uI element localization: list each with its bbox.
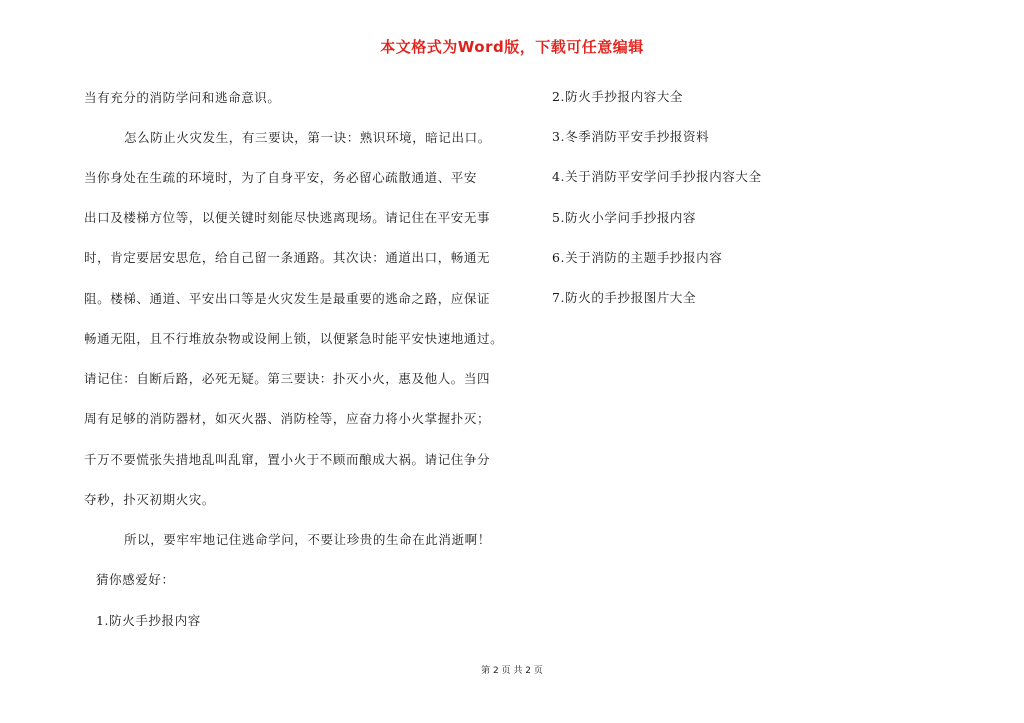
document-header-title: 本文格式为Word版，下载可任意编辑 <box>380 38 644 56</box>
paragraph-line: 请记住：自断后路，必死无疑。第三要诀：扑灭小火，惠及他人。当四 <box>84 371 491 386</box>
paragraph-line: 周有足够的消防器材，如灭火器、消防栓等，应奋力将小火掌握扑灭； <box>84 411 491 426</box>
related-link[interactable]: 1.防火手抄报内容 <box>96 613 201 628</box>
related-link[interactable]: 4.关于消防平安学问手抄报内容大全 <box>552 169 762 184</box>
related-link[interactable]: 5.防火小学问手抄报内容 <box>552 210 697 225</box>
related-link[interactable]: 2.防火手抄报内容大全 <box>552 89 684 104</box>
paragraph-line: 畅通无阻，且不行堆放杂物或设闸上锁，以便紧急时能平安快速地通过。 <box>84 331 504 346</box>
page-number: 第 2 页 共 2 页 <box>481 666 543 676</box>
paragraph-line: 所以，要牢牢地记住逃命学问，不要让珍贵的生命在此消逝啊！ <box>124 532 491 547</box>
paragraph-line: 当有充分的消防学问和逃命意识。 <box>84 90 281 105</box>
paragraph-line: 当你身处在生疏的环境时，为了自身平安，务必留心疏散通道、平安 <box>84 170 478 185</box>
paragraph-line: 千万不要慌张失措地乱叫乱窜，置小火于不顾而酿成大祸。请记住争分 <box>84 452 491 467</box>
paragraph-line: 时，肯定要居安思危，给自己留一条通路。其次诀：通道出口，畅通无 <box>84 250 491 265</box>
paragraph-line: 夺秒，扑灭初期火灾。 <box>84 492 216 507</box>
paragraph-line: 怎么防止火灾发生，有三要诀，第一诀：熟识环境，暗记出口。 <box>124 130 491 145</box>
related-link[interactable]: 7.防火的手抄报图片大全 <box>552 290 697 305</box>
related-link[interactable]: 3.冬季消防平安手抄报资料 <box>552 129 710 144</box>
paragraph-line: 阻。楼梯、通道、平安出口等是火灾发生是最重要的逃命之路，应保证 <box>84 291 491 306</box>
related-link[interactable]: 6.关于消防的主题手抄报内容 <box>552 250 723 265</box>
paragraph-line: 出口及楼梯方位等，以便关键时刻能尽快逃离现场。请记住在平安无事 <box>84 210 491 225</box>
related-heading: 猜你感爱好： <box>96 572 175 587</box>
